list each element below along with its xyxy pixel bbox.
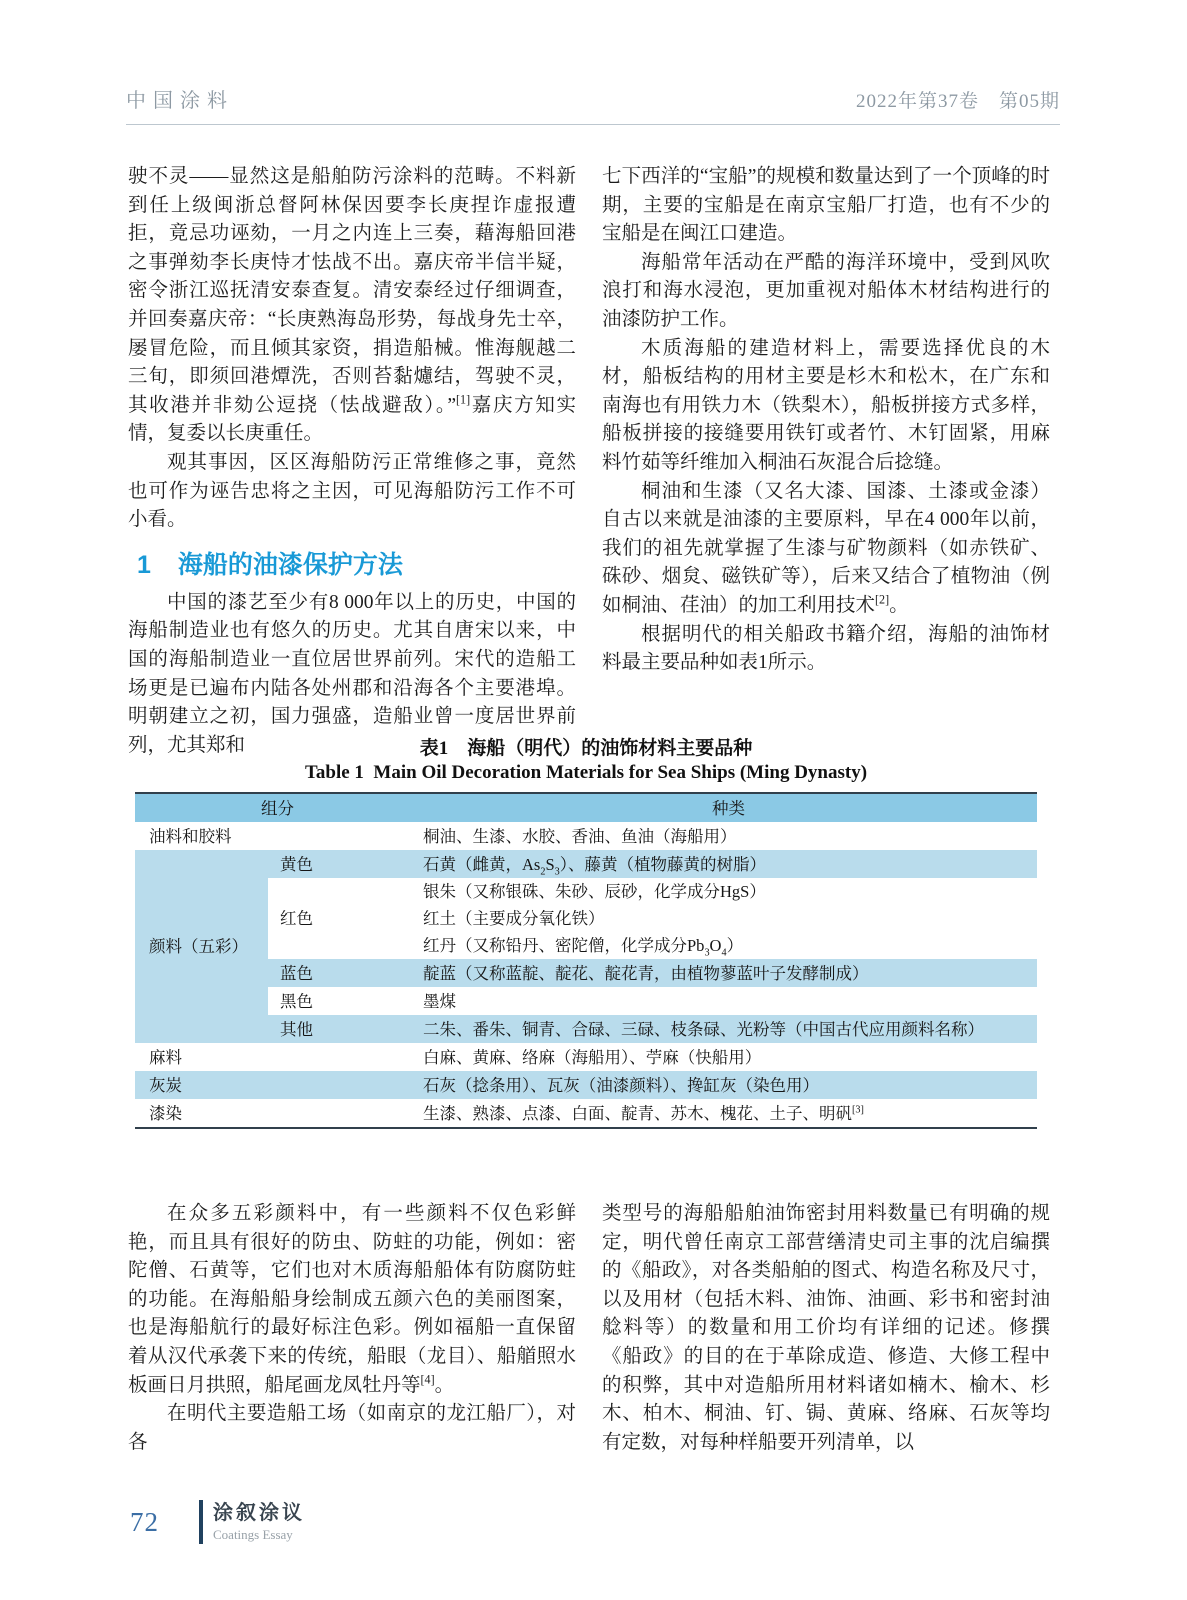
header-cell-group: 组分: [135, 793, 420, 822]
cell-sub-label: 蓝色: [268, 959, 420, 987]
cell-sub-label: 黑色: [280, 991, 313, 1011]
cell-kind: 石黄（雌黄，$As_2S_3$）、藤黄（植物藤黄的树脂）: [420, 850, 1037, 878]
column-name-en: Coatings Essay: [213, 1526, 293, 1542]
body-columns-bottom: [128, 1200, 1050, 1457]
cell-group-label: 油料和胶料: [149, 826, 232, 846]
table-row: [135, 850, 1037, 878]
table-row: [135, 959, 1037, 987]
table-row: [135, 1043, 1037, 1071]
left-column-bottom: [128, 1200, 576, 1457]
table-title-cn: 表1 海船（明代）的油饰材料主要品种: [419, 738, 753, 759]
cell-sub-label: 黄色: [268, 850, 420, 878]
left-column: [128, 163, 576, 760]
cell-kind: 石灰（捻条用）、瓦灰（油漆颜料）、搀缸灰（染色用）: [420, 1071, 1037, 1099]
materials-table: [135, 792, 1037, 1129]
cell-group-label: 麻料: [149, 1047, 182, 1067]
cell-kind: 桐油、生漆、水胶、香油、鱼油（海船用）: [423, 826, 737, 846]
cell-sub-label: 红色: [280, 909, 313, 928]
right-column: [602, 163, 1050, 760]
paragraph: 驶不灵——显然这是船舶防污涂料的范畴。不料新到任上级闽浙总督阿林保因要李长庚捏诈虚报遭拒，竟忌功诬劾，一月之内连上三奏，藉海船回港之事弹劾李长庚恃才怯战不出。嘉庆帝半信半疑，密令浙江巡抚清安泰查复。清安泰经过仔细调查，并回奏嘉庆帝：“长庚熟海岛形势，每战身先士卒，屡冒危险，而且倾其家资，捐造船械。惟海舰越二三旬，即须回港燂洗，否则苔黏爈结，驾驶不灵，其收港并非劾公逗挠（怯战避敌）。”[1]嘉庆方知实情，复委以长庚重任。: [128, 166, 576, 445]
issue-info: 2022年第37卷 第05期: [855, 91, 1060, 112]
paragraph: 海船常年活动在严酷的海洋环境中，受到风吹浪打和海水浸泡，更加重视对船体木材结构进行的油漆防护工作。: [602, 251, 1050, 330]
table-row: [135, 822, 1037, 850]
cell-group-label: 灰炭: [135, 1071, 420, 1099]
cell-kind: 银朱（又称银硃、朱砂、辰砂，化学成分HgS） 红土（主要成分氧化铁） 红丹（又称铅丹、密陀僧，化学成分$Pb_3O_4$）: [423, 882, 766, 959]
header-cell-kind: 种类: [420, 793, 1037, 822]
paragraph: 根据明代的相关船政书籍介绍，海船的油饰材料最主要品种如表1所示。: [602, 623, 1050, 674]
cell-kind: 二朱、番朱、铜青、合碌、三碌、枝条碌、光粉等（中国古代应用颜料名称）: [420, 1015, 1037, 1043]
cell-kind: 靛蓝（又称蓝靛、靛花、靛花青，由植物蓼蓝叶子发酵制成）: [420, 959, 1037, 987]
page-footer: [130, 1500, 305, 1544]
paragraph: 观其事因，区区海船防污正常维修之事，竟然也可作为诬告忠将之主因，可见海船防污工作不可小看。: [128, 451, 576, 531]
footer-divider-bar: [199, 1500, 203, 1544]
column-name-block: [213, 1502, 305, 1543]
table-row: [135, 1071, 1037, 1099]
page-header: [126, 84, 1060, 125]
section-heading: [137, 550, 576, 580]
cell-kind: 白麻、黄麻、络麻（海船用）、苧麻（快船用）: [423, 1047, 762, 1067]
paragraph: 中国的漆艺至少有8 000年以上的历史，中国的海船制造业也有悠久的历史。尤其自唐宋以来，中国的海船制造业一直位居世界前列。宋代的造船工场更是已遍布内陆各处州郡和沿海各个主要港埠。明朝建立之初，国力强盛，造船业曾一度居世界前列，尤其郑和: [128, 591, 576, 756]
right-column-bottom: [602, 1200, 1050, 1457]
column-name-cn: 涂叙涂议: [213, 1501, 305, 1524]
table-row: [135, 878, 1037, 959]
cell-kind: 生漆、熟漆、点漆、白面、靛青、苏木、槐花、土子、明矾[3]: [423, 1103, 864, 1123]
cell-group-label: 漆染: [149, 1103, 182, 1123]
body-columns-top: [128, 163, 1050, 760]
page-number: 72: [130, 1506, 159, 1537]
cell-sub-label: 其他: [268, 1015, 420, 1043]
table-row: [135, 1015, 1037, 1043]
paragraph: 木质海船的建造材料上，需要选择优良的木材，船板结构的用材主要是杉木和松木，在广东和南海也有用铁力木（铁梨木），船板拼接方式多样，船板拼接的接缝要用铁钉或者竹、木钉固紧，用麻料竹茹等纤维加入桐油石灰混合后捻缝。: [602, 337, 1050, 473]
cell-kind: 墨煤: [423, 991, 456, 1011]
paragraph: 类型号的海船船舶油饰密封用料数量已有明确的规定，明代曾任南京工部营缮清史司主事的沈启编撰的《船政》，对各类船舶的图式、构造名称及尺寸，以及用材（包括木料、油饰、油画、彩书和密封油艌料等）的数量和用工价均有详细的记述。修撰《船政》的目的在于革除成造、修造、大修工程中的积弊，其中对造船所用材料诸如楠木、榆木、杉木、柏木、桐油、钉、锔、黄麻、络麻、石灰等均有定数，对每种样船要开列清单，以: [602, 1203, 1050, 1453]
cell-group-label: 颜料（五彩）: [135, 850, 268, 1043]
section-title: 海船的油漆保护方法: [177, 550, 403, 579]
paragraph: 在明代主要造船工场（如南京的龙江船厂），对各: [128, 1403, 576, 1453]
table-row: [135, 987, 1037, 1015]
paragraph: 在众多五彩颜料中，有一些颜料不仅色彩鲜艳，而且具有很好的防虫、防蛀的功能，例如：密陀僧、石黄等，它们也对木质海船船体有防腐防蛀的功能。在海船船身绘制成五颜六色的美丽图案，也是海船航行的最好标注色彩。例如福船一直保留着从汉代承袭下来的传统，船眼（龙目）、船艏照水板画日月拱照，船尾画龙凤牡丹等[4]。: [128, 1203, 576, 1396]
table-row: [135, 1099, 1037, 1128]
journal-name: 中国涂料: [126, 90, 234, 112]
paragraph: 七下西洋的“宝船”的规模和数量达到了一个顶峰的时期，主要的宝船是在南京宝船厂打造，也有不少的宝船是在闽江口建造。: [602, 166, 1050, 245]
section-number: 1: [137, 550, 151, 579]
table-title-en: Table 1 Main Oil Decoration Materials for Sea Ships (Ming Dynasty): [304, 762, 868, 783]
paragraph: 桐油和生漆（又名大漆、国漆、土漆或金漆）自古以来就是油漆的主要原料，早在4 000年以前，我们的祖先就掌握了生漆与矿物颜料（如赤铁矿、硃砂、烟炱、磁铁矿等），后来又结合了植物油（例如桐油、荏油）的加工利用技术[2]。: [602, 480, 1050, 616]
table-header-row: [135, 793, 1037, 822]
table-1-block: [135, 737, 1037, 1129]
